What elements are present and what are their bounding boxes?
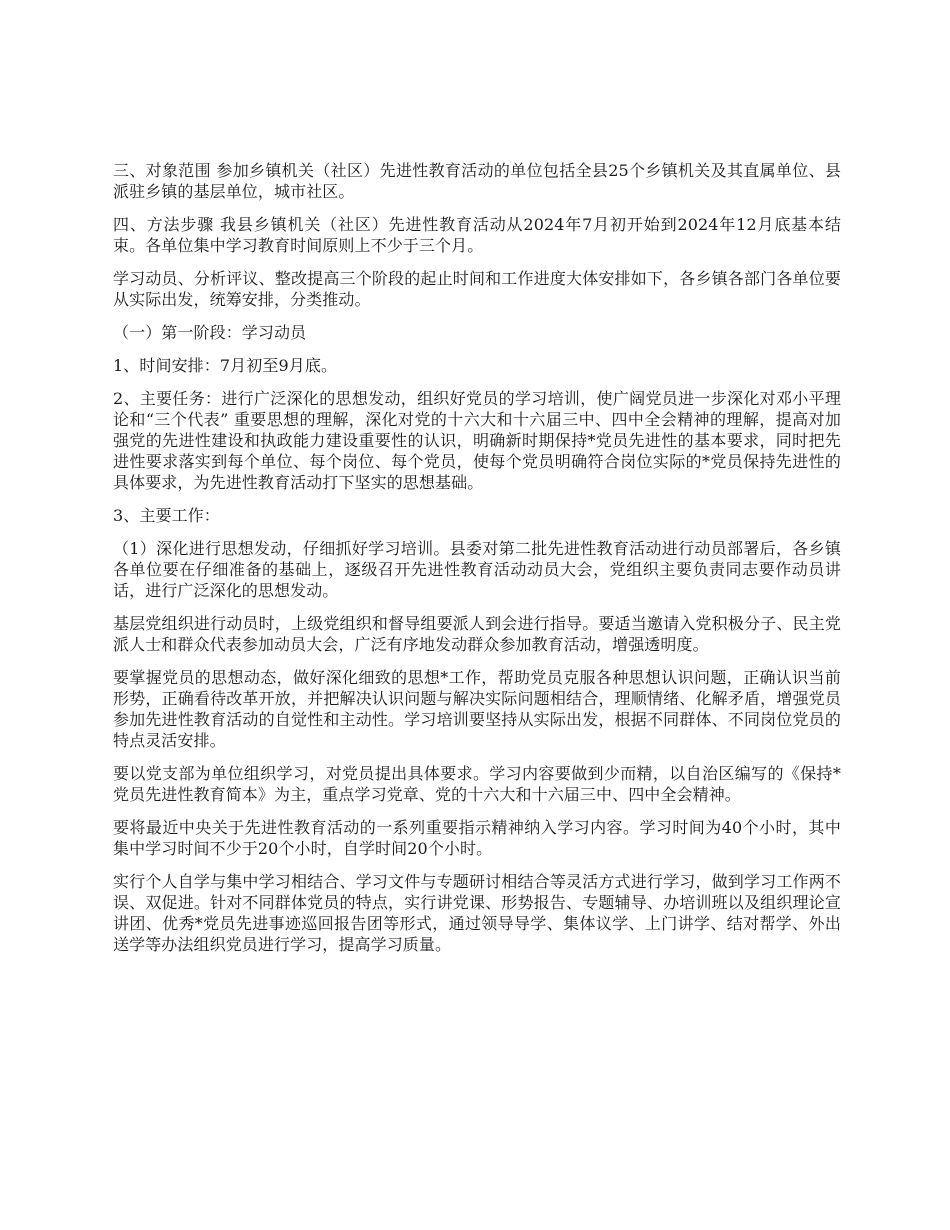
section-heading-stage-one: （一）第一阶段：学习动员	[113, 323, 307, 342]
paragraph-stage-overview: 学习动员、分析评议、整改提高三个阶段的起止时间和工作进度大体安排如下，各乡镇各部门各单位要从实际出发，统筹安排，分类推动。	[113, 269, 841, 309]
paragraph-branch-study: 要以党支部为单位组织学习，对党员提出具体要求。学习内容要做到少而精，以自治区编写的《保持*党员先进性教育简本》为主，重点学习党章、党的十六大和十六届三中、四中全会精神。	[113, 764, 841, 804]
paragraph-mobilization: （1）深化进行思想发动，仔细抓好学习培训。县委对第二批先进性教育活动进行动员部署后，各乡镇各单位要在仔细准备的基础上，逐级召开先进性教育活动动员大会，党组织主要负责同志要作动员讲话，进行广泛深化的思想发动。	[113, 539, 841, 600]
document-body	[113, 160, 841, 967]
paragraph-study-methods: 实行个人自学与集中学习相结合、学习文件与专题研讨相结合等灵活方式进行学习，做到学习工作两不误、双促进。针对不同群体党员的特点，实行讲党课、形势报告、专题辅导、办培训班以及组织理论宣讲团、优秀*党员先进事迹巡回报告团等形式，通过领导导学、集体议学、上门讲学、结对帮学、外出送学等办法组织党员进行学习，提高学习质量。	[113, 872, 841, 954]
paragraph-ideological-work: 要掌握党员的思想动态，做好深化细致的思想*工作，帮助党员克服各种思想认识问题，正确认识当前形势，正确看待改革开放，并把解决认识问题与解决实际问题相结合，理顺情绪、化解矛盾，增强党员参加先进性教育活动的自觉性和主动性。学习培训要坚持从实际出发，根据不同群体、不同岗位党员的特点灵活安排。	[113, 668, 841, 750]
paragraph-method-steps: 四、方法步骤 我县乡镇机关（社区）先进性教育活动从2024年7月初开始到2024年12月底基本结束。各单位集中学习教育时间原则上不少于三个月。	[113, 215, 841, 255]
paragraph-main-work-heading: 3、主要工作：	[113, 506, 220, 525]
paragraph-grassroots-mobilization: 基层党组织进行动员时，上级党组织和督导组要派人到会进行指导。要适当邀请入党积极分子、民主党派人士和群众代表参加动员大会，广泛有序地发动群众参加教育活动，增强透明度。	[113, 614, 841, 654]
paragraph-study-hours: 要将最近中央关于先进性教育活动的一系列重要指示精神纳入学习内容。学习时间为40个小时，其中集中学习时间不少于20个小时，自学时间20个小时。	[113, 818, 841, 858]
paragraph-main-tasks: 2、主要任务：进行广泛深化的思想发动，组织好党员的学习培训，使广阔党员进一步深化对邓小平理论和“三个代表” 重要思想的理解，深化对党的十六大和十六届三中、四中全会精神的理解，提高对加强党的先进性建设和执政能力建设重要性的认识，明确新时期保持*党员先进性的基本要求，同时把先进性要求落实到每个单位、每个岗位、每个党员，使每个党员明确符合岗位实际的*党员保持先进性的具体要求，为先进性教育活动打下坚实的思想基础。	[113, 389, 841, 492]
paragraph-scope: 三、对象范围 参加乡镇机关（社区）先进性教育活动的单位包括全县25个乡镇机关及其直属单位、县派驻乡镇的基层单位，城市社区。	[113, 161, 841, 201]
paragraph-time-schedule: 1、时间安排：7月初至9月底。	[113, 356, 338, 375]
